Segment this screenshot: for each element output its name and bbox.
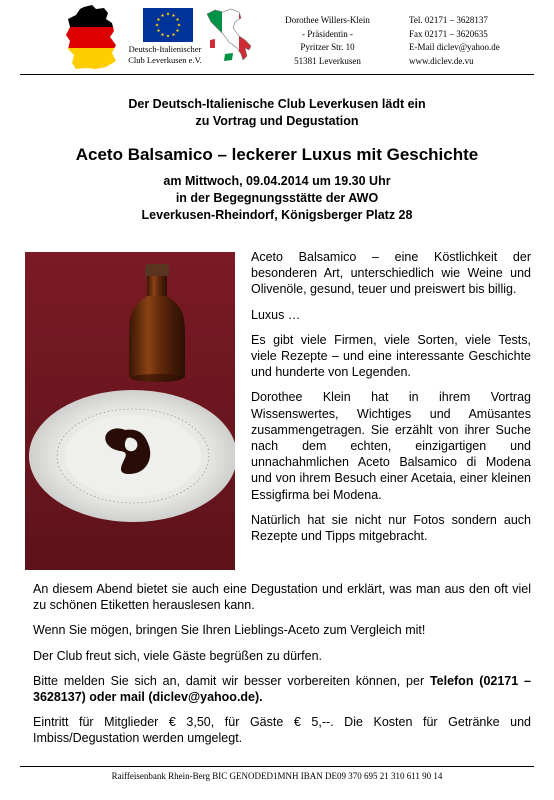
paragraph: Wenn Sie mögen, bringen Sie Ihren Lieblings-Aceto zum Vergleich mit! [33,623,426,638]
paragraph: Dorothee Klein hat in ihrem Vortrag Wissenswertes, Wichtiges und Amüsantes zusammengetragen. Sie erzählt von ihrer Suche nach dem echten, einzigartigen und unnachahmlichen Aceto Balsamico di Modena und von ihrem Besuch einer Acetaia, einer kleinen Essigfirma bei Modena. [251,390,531,502]
event-date: am Mittwoch, 09.04.2014 um 19.30 Uhr [163,174,391,188]
address-block: Dorothee Willers-Klein - Präsidentin - Pyritzer Str. 10 51381 Leverkusen [285,15,370,66]
paragraph: Eintritt für Mitglieder € 3,50, für Gäste € 5,--. Die Kosten für Getränke und Imbiss/Degustation werden umgelegt. [33,715,531,746]
footer-divider [20,766,534,767]
description-column [251,249,531,553]
event-details [0,173,554,224]
registration-paragraph: Bitte melden Sie sich an, damit wir besser vorbereiten können, per Telefon (02171 – 3628137) oder mail (diclev@yahoo.de). [33,673,531,705]
bank-details: Raiffeisenbank Rhein-Berg BIC GENODED1MNH IBAN DE09 370 695 21 310 611 90 14 [111,771,443,781]
paragraph: Luxus … [251,307,301,322]
event-address: Leverkusen-Rheindorf, Königsberger Platz 28 [141,208,413,222]
paragraph: Der Club freut sich, viele Gäste begrüßen zu dürfen. [33,648,323,663]
eu-flag-icon [143,8,193,42]
invitation-intro: Der Deutsch-Italienische Club Leverkusen lädt ein zu Vortrag und Degustation [128,97,426,128]
headline: Aceto Balsamico – leckerer Luxus mit Geschichte [75,145,479,164]
website-link[interactable]: www.diclev.de.vu [409,55,474,66]
event-venue: in der Begegnungsstätte der AWO [175,191,379,205]
phone: Tel. 02171 – 3628137 [409,15,488,25]
club-name: Deutsch-Italienischer Club Leverkusen e.V. [128,44,202,65]
letterhead [0,0,554,76]
paragraph: Es gibt viele Firmen, viele Sorten, viele Tests, viele Rezepte – und eine interessante Geschichte und hunderte von Legenden. [251,332,531,380]
email-link[interactable]: E-Mail diclev@yahoo.de [409,42,500,52]
balsamico-photo [25,252,235,570]
paragraph: Aceto Balsamico – eine Köstlichkeit der besonderen Art, unterschiedlich wie Weine und Olivenöle, gesund, teuer und preiswert bis billig. [251,250,531,297]
paragraph: Natürlich hat sie nicht nur Fotos sondern auch Rezepte und Tipps mitgebracht. [251,512,531,544]
fax: Fax 02171 – 3620635 [409,28,488,39]
header-divider [20,74,534,75]
details-section [33,581,531,756]
contact-block [409,14,549,68]
paragraph: An diesem Abend bietet sie auch eine Degustation und erklärt, was man aus den oft viel zu schönen Etiketten herauslesen kann. [33,582,531,613]
registration-contact: Telefon (02171 – 3628137) oder mail (diclev@yahoo.de). [33,673,531,705]
